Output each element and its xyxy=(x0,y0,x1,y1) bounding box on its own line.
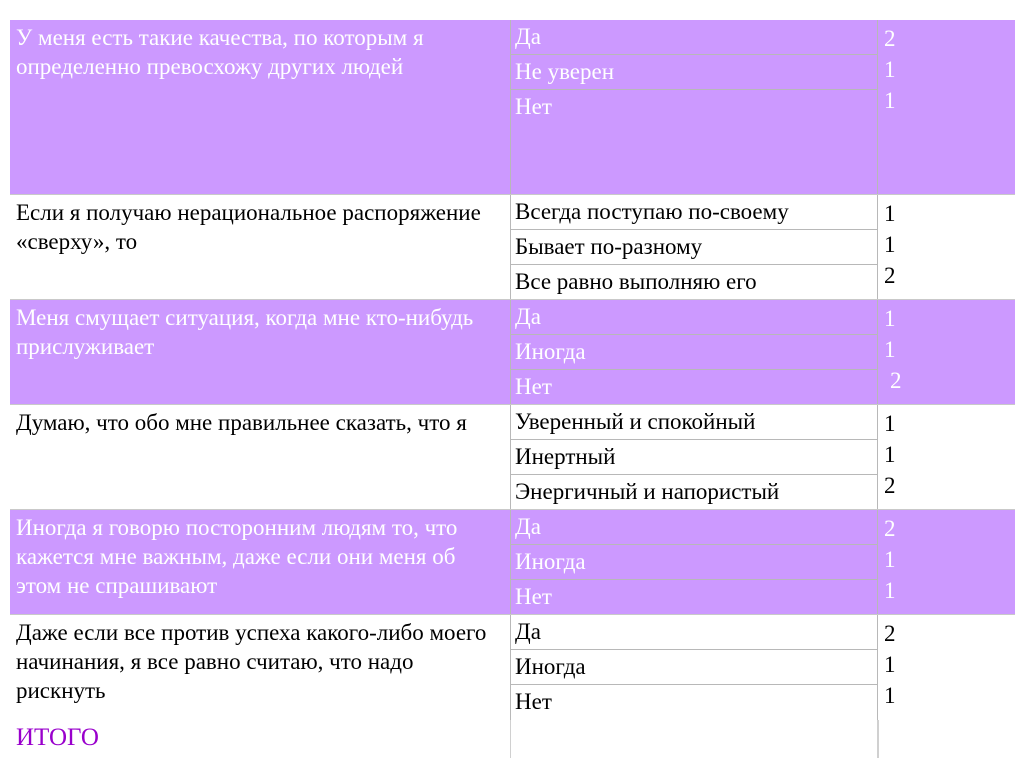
answer-option: Энергичный и напористый xyxy=(515,479,780,504)
score-value: 1 xyxy=(884,232,896,257)
score-value: 2 xyxy=(884,621,896,646)
question-cell: Думаю, что обо мне правильнее сказать, что я xyxy=(16,410,467,435)
answer-option: Нет xyxy=(515,689,552,714)
answer-option: Бывает по-разному xyxy=(511,230,877,265)
table-row xyxy=(10,20,1015,195)
answer-option: Да xyxy=(511,300,877,335)
answer-option: Да xyxy=(511,20,877,55)
question-cell: У меня есть такие качества, по которым я определенно превосхожу других людей xyxy=(16,25,424,79)
score-value: 2 xyxy=(890,368,902,393)
answer-option: Иногда xyxy=(511,335,877,370)
answers-cell xyxy=(510,405,878,509)
score-value: 1 xyxy=(884,201,896,226)
answer-option: Иногда xyxy=(511,650,877,685)
score-value: 1 xyxy=(884,683,896,708)
question-cell: Даже если все против успеха какого-либо моего начинания, я все равно считаю, что надо рискнуть xyxy=(16,620,487,703)
answer-option: Уверенный и спокойный xyxy=(511,405,877,440)
score-value: 1 xyxy=(884,547,896,572)
score-value: 1 xyxy=(884,88,896,113)
score-value: 1 xyxy=(884,306,896,331)
answers-cell xyxy=(510,195,878,299)
score-cell xyxy=(878,615,1015,720)
table-row xyxy=(10,195,1015,300)
score-value: 2 xyxy=(884,26,896,51)
answer-option: Все равно выполняю его xyxy=(515,269,757,294)
score-value: 1 xyxy=(884,57,896,82)
answer-option: Нет xyxy=(515,584,552,609)
total-row xyxy=(10,720,1015,758)
table-row xyxy=(10,405,1015,510)
answers-cell xyxy=(510,615,878,720)
score-value: 1 xyxy=(884,337,896,362)
score-value: 2 xyxy=(884,263,896,288)
score-value: 2 xyxy=(884,473,896,498)
score-cell xyxy=(878,20,1015,194)
answer-option: Всегда поступаю по-своему xyxy=(511,195,877,230)
score-cell xyxy=(878,510,1015,614)
score-value: 1 xyxy=(884,578,896,603)
total-score-cell xyxy=(878,720,1015,758)
table-row xyxy=(10,300,1015,405)
answer-option: Инертный xyxy=(511,440,877,475)
total-label: ИТОГО xyxy=(16,724,99,751)
answer-option: Да xyxy=(511,510,877,545)
score-cell xyxy=(878,300,1015,404)
questionnaire-table xyxy=(10,20,1015,758)
table-row xyxy=(10,615,1015,720)
answer-option: Да xyxy=(511,615,877,650)
score-value: 2 xyxy=(884,516,896,541)
total-answers-cell xyxy=(510,720,878,758)
answers-cell xyxy=(510,20,878,194)
score-value: 1 xyxy=(884,652,896,677)
score-value: 1 xyxy=(884,442,896,467)
question-cell: Иногда я говорю посторонним людям то, что кажется мне важным, даже если они меня об этом не спрашивают xyxy=(16,515,458,598)
question-cell: Меня смущает ситуация, когда мне кто-нибудь прислуживает xyxy=(16,305,474,359)
answers-cell xyxy=(510,510,878,614)
score-value: 1 xyxy=(884,411,896,436)
answer-option: Не уверен xyxy=(511,55,877,90)
score-cell xyxy=(878,405,1015,509)
answer-option: Иногда xyxy=(511,545,877,580)
question-cell: Если я получаю нерациональное распоряжение «сверху», то xyxy=(16,200,481,254)
score-cell xyxy=(878,195,1015,299)
answer-option: Нет xyxy=(515,94,552,119)
table-row xyxy=(10,510,1015,615)
answer-option: Нет xyxy=(515,374,552,399)
answers-cell xyxy=(510,300,878,404)
